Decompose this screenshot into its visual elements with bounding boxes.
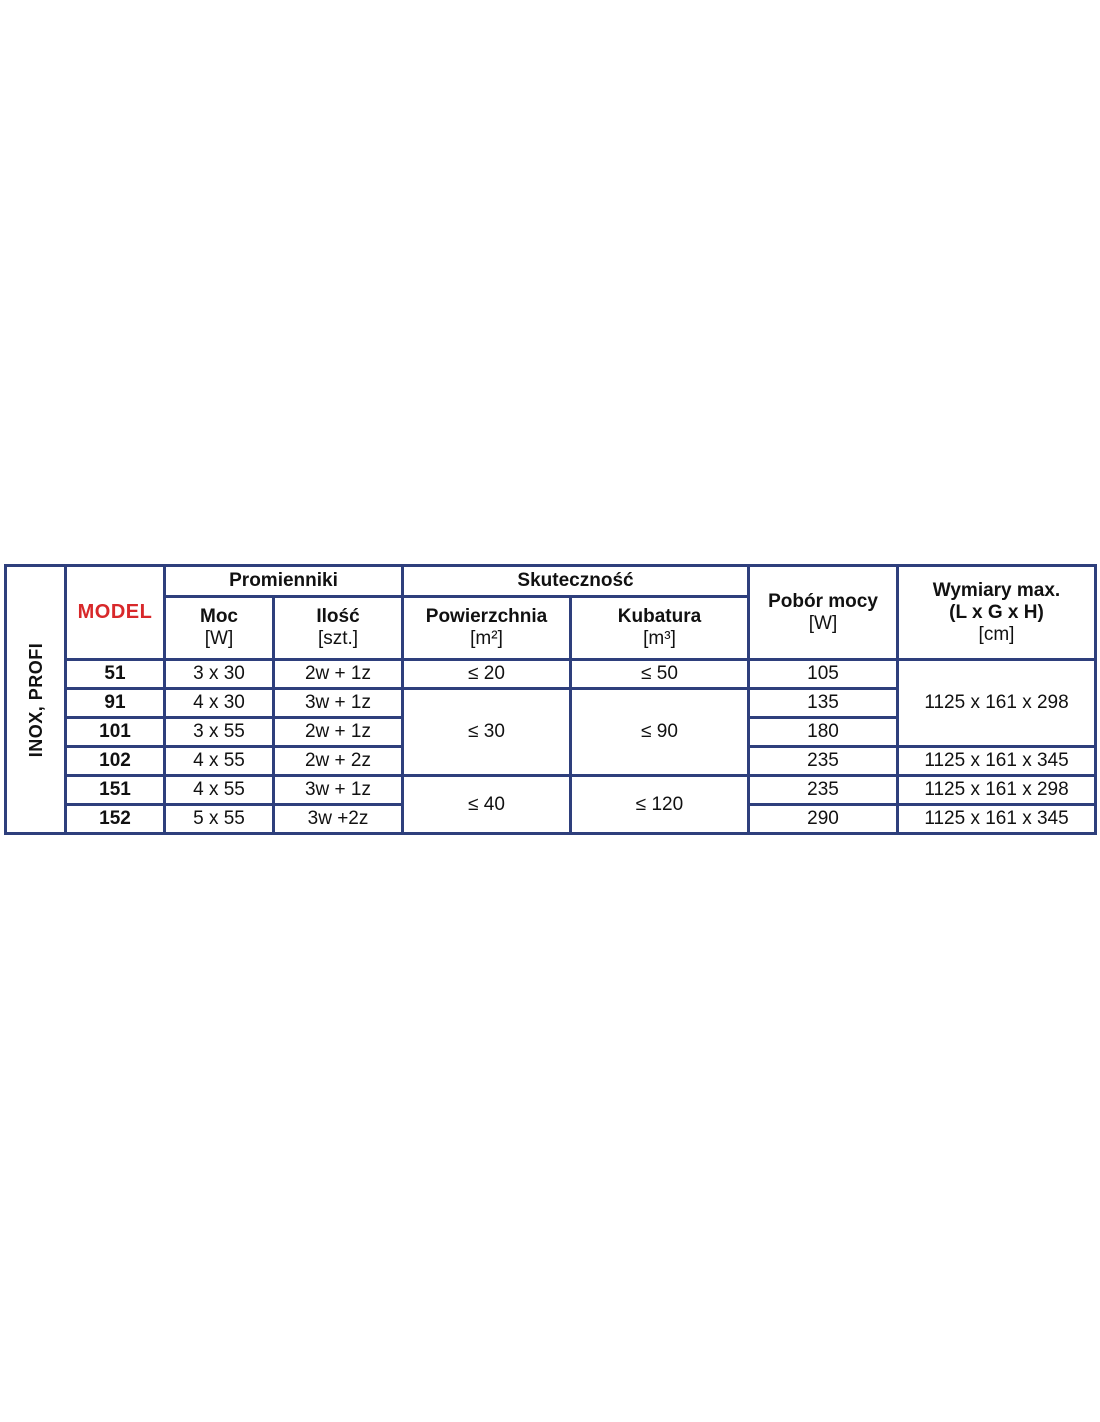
spec-table xyxy=(4,564,1097,835)
pobor-cell: 135 xyxy=(749,689,898,718)
ilosc-header xyxy=(274,597,403,660)
spec-table-container xyxy=(4,564,1097,835)
moc-label: Moc xyxy=(200,606,238,627)
kubatura-unit: [m³] xyxy=(643,628,676,649)
moc-cell: 4 x 55 xyxy=(165,747,274,776)
moc-unit: [W] xyxy=(204,628,234,649)
skutecznosc-header: Skuteczność xyxy=(403,566,749,597)
model-cell: 91 xyxy=(66,689,165,718)
ilosc-cell: 2w + 1z xyxy=(274,660,403,689)
pobor-cell: 105 xyxy=(749,660,898,689)
wymiary-cell: 1125 x 161 x 345 xyxy=(898,747,1096,776)
wymiary-cell: 1125 x 161 x 298 xyxy=(898,660,1096,747)
powierzchnia-cell: ≤ 40 xyxy=(403,776,571,834)
side-label-cell xyxy=(6,566,66,834)
wymiary-cell: 1125 x 161 x 345 xyxy=(898,805,1096,834)
moc-header xyxy=(165,597,274,660)
pobor-cell: 235 xyxy=(749,747,898,776)
model-cell: 152 xyxy=(66,805,165,834)
kubatura-label: Kubatura xyxy=(617,606,702,627)
side-label: INOX, PROFI xyxy=(25,642,46,757)
moc-cell: 4 x 55 xyxy=(165,776,274,805)
model-cell: 101 xyxy=(66,718,165,747)
model-cell: 51 xyxy=(66,660,165,689)
wymiary-unit: [cm] xyxy=(978,623,1015,645)
model-label: MODEL xyxy=(77,601,153,623)
moc-cell: 5 x 55 xyxy=(165,805,274,834)
ilosc-unit: [szt.] xyxy=(317,628,359,649)
kubatura-cell: ≤ 50 xyxy=(571,660,749,689)
kubatura-cell: ≤ 90 xyxy=(571,689,749,776)
pobor-cell: 290 xyxy=(749,805,898,834)
pobor-unit: [W] xyxy=(808,612,838,634)
moc-cell: 3 x 30 xyxy=(165,660,274,689)
powierzchnia-cell: ≤ 30 xyxy=(403,689,571,776)
wymiary-label-2: (L x G x H) xyxy=(949,601,1044,623)
model-cell: 151 xyxy=(66,776,165,805)
powierzchnia-cell: ≤ 20 xyxy=(403,660,571,689)
powierzchnia-unit: [m²] xyxy=(470,628,503,649)
ilosc-cell: 3w +2z xyxy=(274,805,403,834)
powierzchnia-label: Powierzchnia xyxy=(425,606,548,627)
kubatura-cell: ≤ 120 xyxy=(571,776,749,834)
kubatura-header xyxy=(571,597,749,660)
pobor-cell: 235 xyxy=(749,776,898,805)
ilosc-label: Ilość xyxy=(316,606,360,627)
ilosc-cell: 3w + 1z xyxy=(274,689,403,718)
table-row xyxy=(6,660,1096,689)
pobor-label: Pobór mocy xyxy=(768,590,878,612)
ilosc-cell: 3w + 1z xyxy=(274,776,403,805)
powierzchnia-header xyxy=(403,597,571,660)
moc-cell: 3 x 55 xyxy=(165,718,274,747)
moc-cell: 4 x 30 xyxy=(165,689,274,718)
wymiary-label-1: Wymiary max. xyxy=(932,579,1061,601)
wymiary-header xyxy=(898,566,1096,660)
table-row xyxy=(6,776,1096,805)
ilosc-cell: 2w + 1z xyxy=(274,718,403,747)
promienniki-header: Promienniki xyxy=(165,566,403,597)
model-cell: 102 xyxy=(66,747,165,776)
pobor-header xyxy=(749,566,898,660)
model-header xyxy=(66,566,165,660)
ilosc-cell: 2w + 2z xyxy=(274,747,403,776)
pobor-cell: 180 xyxy=(749,718,898,747)
wymiary-cell: 1125 x 161 x 298 xyxy=(898,776,1096,805)
